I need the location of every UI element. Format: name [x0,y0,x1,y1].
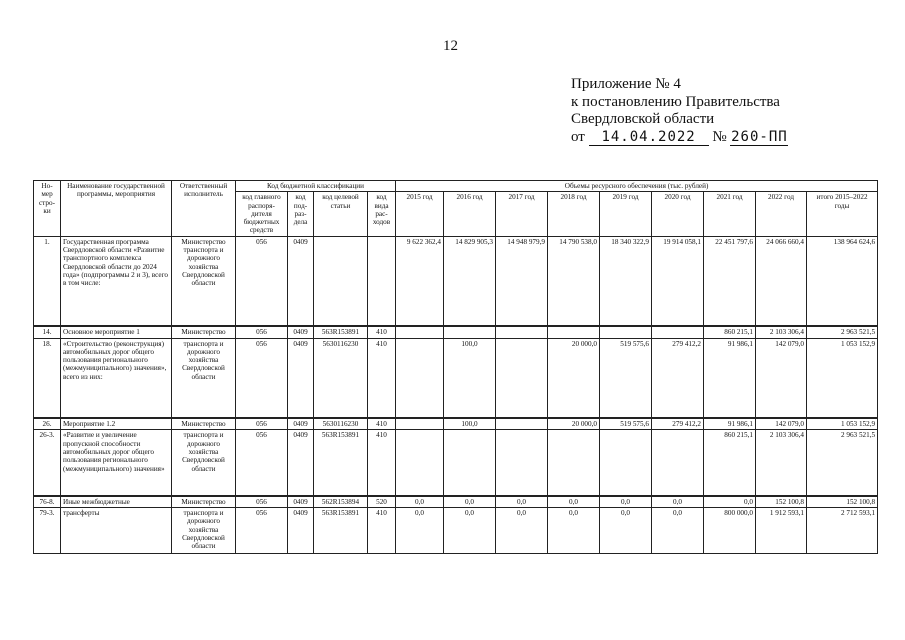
value-2021: 91 986,1 [704,418,756,430]
header-code-type: код вида рас-ходов [368,192,396,236]
code-type: 520 [368,496,396,508]
number-prefix: № [712,128,727,145]
value-2016: 100,0 [444,338,496,418]
value-2020: 0,0 [652,508,704,554]
header-year: 2017 год [496,192,548,236]
value-2022: 1 912 593,1 [756,508,807,554]
appendix-region-line: Свердловской области [571,111,715,127]
header-year: 2015 год [396,192,444,236]
value-2019: 519 575,6 [600,338,652,418]
value-2016 [444,326,496,338]
program-name: Иные межбюджетные [61,496,172,508]
value-2021: 800 000,0 [704,508,756,554]
program-name: трансферты [61,508,172,554]
value-2017 [496,326,548,338]
header-year: 2019 год [600,192,652,236]
code-target: 5630116230 [314,418,368,430]
code-type: 410 [368,508,396,554]
code-section: 0409 [288,418,314,430]
value-2022: 142 079,0 [756,338,807,418]
value-2020: 19 914 058,1 [652,236,704,326]
value-2018: 0,0 [548,508,600,554]
code-target: 563R153891 [314,326,368,338]
code-type: 410 [368,418,396,430]
value-2019 [600,430,652,496]
value-2020: 0,0 [652,496,704,508]
value-2015: 0,0 [396,496,444,508]
executor: транспорта и дорожного хозяйства Свердловской области [172,508,236,554]
row-number: 18. [34,338,61,418]
value-2018: 20 000,0 [548,418,600,430]
value-2019: 0,0 [600,508,652,554]
executor: Министерство [172,418,236,430]
header-total: итого 2015–2022 годы [807,192,878,236]
value-2021: 22 451 797,6 [704,236,756,326]
code-section: 0409 [288,508,314,554]
header-year: 2021 год [704,192,756,236]
appendix-title: Приложение № 4 [571,76,681,92]
value-2020 [652,430,704,496]
appendix-header [571,76,788,146]
value-total: 1 053 152,9 [807,338,878,418]
code-type: 410 [368,430,396,496]
value-2018: 14 790 538,0 [548,236,600,326]
value-2017 [496,418,548,430]
program-name: «Развитие и увеличение пропускной способности автомобильных дорог общего пользования регионального (межмуниципального) значения» [61,430,172,496]
page-number: 12 [443,38,458,54]
executor: Министерство [172,496,236,508]
value-total: 138 964 624,6 [807,236,878,326]
value-2015 [396,326,444,338]
executor: Министерство транспорта и дорожного хозяйства Свердловской области [172,236,236,326]
value-2018: 0,0 [548,496,600,508]
value-2016: 100,0 [444,418,496,430]
table-row [34,508,878,554]
value-total: 2 963 521,5 [807,430,878,496]
code-main: 056 [236,418,288,430]
value-2022: 2 103 306,4 [756,430,807,496]
header-year: 2020 год [652,192,704,236]
code-target: 563R153891 [314,508,368,554]
value-2020: 279 412,2 [652,338,704,418]
header-code-section: код под-раз-дела [288,192,314,236]
program-name: «Строительство (реконструкция) автомобильных дорог общего пользования регионального (межмуниципального) значения», всего из них: [61,338,172,418]
value-total: 2 963 521,5 [807,326,878,338]
table-row [34,430,878,496]
executor: Министерство [172,326,236,338]
table-row [34,326,878,338]
header-budget-classification: Код бюджетной классификации [236,181,396,192]
code-main: 056 [236,236,288,326]
code-main: 056 [236,338,288,418]
table-row [34,338,878,418]
value-2015: 9 622 362,4 [396,236,444,326]
value-2021: 860 215,1 [704,326,756,338]
code-type: 410 [368,338,396,418]
header-row-number: Но-мер стро-ки [34,181,61,237]
header-year: 2018 год [548,192,600,236]
header-code-main: код главного распоря-дителя бюджетных средств [236,192,288,236]
code-main: 056 [236,508,288,554]
header-year: 2016 год [444,192,496,236]
program-name: Основное мероприятие 1 [61,326,172,338]
resolution-number: 260-ПП [731,128,788,145]
table-body [34,236,878,553]
value-2016: 0,0 [444,508,496,554]
value-2021: 91 986,1 [704,338,756,418]
row-number: 14. [34,326,61,338]
header-year: 2022 год [756,192,807,236]
code-section: 0409 [288,338,314,418]
table-row [34,418,878,430]
value-total: 1 053 152,9 [807,418,878,430]
code-target: 563R153891 [314,430,368,496]
code-target: 5630116230 [314,338,368,418]
appendix-date-line [571,129,788,147]
date-prefix: от [571,128,585,145]
value-2015: 0,0 [396,508,444,554]
value-2017 [496,430,548,496]
header-resource-volumes: Объемы ресурсного обеспечения (тыс. рублей) [396,181,878,192]
row-number: 79-3. [34,508,61,554]
code-type [368,236,396,326]
value-2018: 20 000,0 [548,338,600,418]
value-2015 [396,430,444,496]
value-2022: 24 066 660,4 [756,236,807,326]
resource-table [33,180,878,554]
executor: транспорта и дорожного хозяйства Свердловской области [172,338,236,418]
row-number: 76-8. [34,496,61,508]
code-main: 056 [236,430,288,496]
header-executor: Ответственный исполнитель [172,181,236,237]
value-2018 [548,326,600,338]
code-section: 0409 [288,430,314,496]
value-2022: 142 079,0 [756,418,807,430]
code-main: 056 [236,326,288,338]
row-number: 26-3. [34,430,61,496]
appendix-resolution-line: к постановлению Правительства [571,93,780,110]
value-2019: 0,0 [600,496,652,508]
row-number: 1. [34,236,61,326]
value-2019: 18 340 322,9 [600,236,652,326]
executor: транспорта и дорожного хозяйства Свердловской области [172,430,236,496]
value-2016: 14 829 905,3 [444,236,496,326]
value-2022: 2 103 306,4 [756,326,807,338]
value-2020: 279 412,2 [652,418,704,430]
value-2021: 860 215,1 [704,430,756,496]
value-2019: 519 575,6 [600,418,652,430]
row-number: 26. [34,418,61,430]
code-target: 562R153894 [314,496,368,508]
value-total: 152 100,8 [807,496,878,508]
code-target [314,236,368,326]
value-2016: 0,0 [444,496,496,508]
value-2017: 14 948 979,9 [496,236,548,326]
value-2019 [600,326,652,338]
resolution-date: 14.04.2022 [589,130,709,146]
value-2021: 0,0 [704,496,756,508]
value-2016 [444,430,496,496]
header-program-name: Наименование государственной программы, мероприятия [61,181,172,237]
table-row [34,496,878,508]
value-2018 [548,430,600,496]
value-2015 [396,418,444,430]
table-row [34,236,878,326]
program-name: Государственная программа Свердловской области «Развитие транспортного комплекса Свердловской области до 2024 года» (подпрограммы 2 и 3), всего в том числе: [61,236,172,326]
code-main: 056 [236,496,288,508]
value-total: 2 712 593,1 [807,508,878,554]
value-2017: 0,0 [496,508,548,554]
code-section: 0409 [288,496,314,508]
code-type: 410 [368,326,396,338]
value-2020 [652,326,704,338]
value-2017: 0,0 [496,496,548,508]
value-2015 [396,338,444,418]
code-section: 0409 [288,326,314,338]
value-2022: 152 100,8 [756,496,807,508]
header-code-target: код целевой статьи [314,192,368,236]
value-2017 [496,338,548,418]
code-section: 0409 [288,236,314,326]
program-name: Мероприятие 1.2 [61,418,172,430]
